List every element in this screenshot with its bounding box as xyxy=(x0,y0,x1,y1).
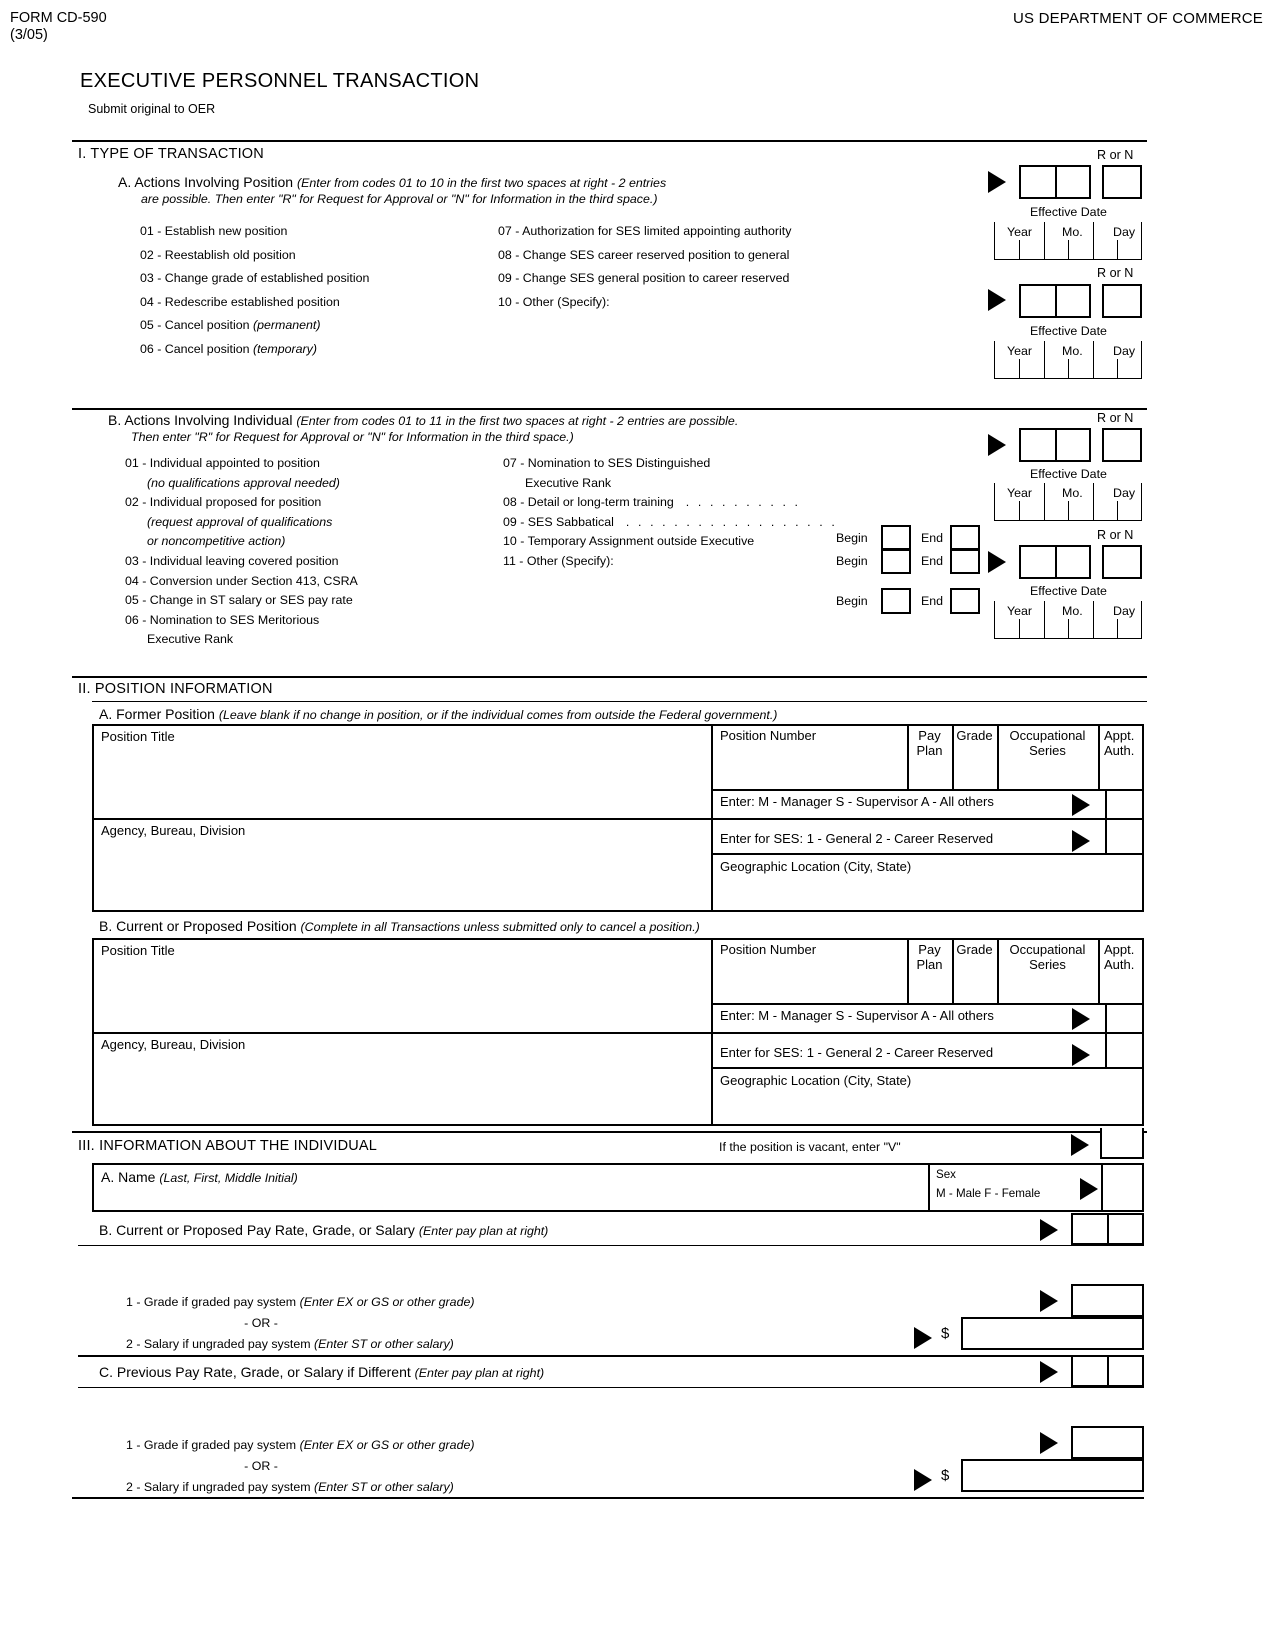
vacant-note: If the position is vacant, enter "V" xyxy=(719,1140,901,1154)
section1a-label xyxy=(118,174,666,190)
code-entry-divider xyxy=(1055,284,1057,318)
section2b-instruction: (Complete in all Transactions unless submitted only to cancel a position.) xyxy=(300,920,700,934)
manager-supervisor-note: Enter: M - Manager S - Supervisor A - All others xyxy=(720,1008,994,1023)
day-label-2: Day xyxy=(1113,344,1136,358)
section3c-instruction: (Enter pay plan at right) xyxy=(414,1366,545,1380)
section3c-label xyxy=(99,1364,544,1380)
section2-top-rule xyxy=(72,676,1147,678)
section3c-rule xyxy=(78,1387,1144,1388)
list-item: 1 - Grade if graded pay system (Enter EX or GS or other grade) xyxy=(126,1438,475,1452)
arrow-icon xyxy=(1071,1134,1089,1156)
section3-heading: III. INFORMATION ABOUT THE INDIVIDUAL xyxy=(78,1138,378,1154)
dollar-sign-3c: $ xyxy=(941,1467,950,1484)
dollar-sign-3b: $ xyxy=(941,1325,950,1342)
form-number-block xyxy=(10,10,107,44)
code-entry-divider xyxy=(1107,1355,1109,1387)
section1-heading: I. TYPE OF TRANSACTION xyxy=(78,146,264,162)
list-item: 10 - Other (Specify): xyxy=(498,294,610,309)
table-col-divider xyxy=(1105,1032,1107,1067)
list-item: 07 - Authorization for SES limited appointing authority xyxy=(498,224,792,238)
section3b-options xyxy=(126,1292,474,1355)
end-box-3[interactable] xyxy=(950,588,980,614)
section1b-instruction-2: Then enter "R" for Request for Approval or "N" for Information in the third space.) xyxy=(131,430,574,444)
table-col-divider xyxy=(1105,789,1107,818)
code-entry-divider xyxy=(1055,545,1057,579)
begin-box-2[interactable] xyxy=(881,549,911,574)
pay-plan-header: Pay Plan xyxy=(916,942,943,972)
arrow-icon xyxy=(1040,1361,1058,1383)
month-label-2: Mo. xyxy=(1062,344,1083,358)
arrow-icon xyxy=(1072,830,1090,852)
list-item: 01 - Individual appointed to position xyxy=(125,456,320,470)
list-item: 06 - Nomination to SES Meritorious xyxy=(125,612,320,627)
arrow-icon xyxy=(988,171,1006,193)
appt-auth-header: Appt. Auth. xyxy=(1104,942,1135,972)
section2b-title: B. Current or Proposed Position xyxy=(99,918,297,934)
effective-date-label-1: Effective Date xyxy=(1030,205,1107,219)
pay-plan-header: Pay Plan xyxy=(916,728,943,758)
table-row-divider xyxy=(711,818,1144,820)
ses-note: Enter for SES: 1 - General 2 - Career Reserved xyxy=(720,831,994,846)
list-item: 01 - Establish new position xyxy=(140,224,288,238)
list-item: 09 - Change SES general position to career reserved xyxy=(498,271,790,285)
section1b-instruction-1: (Enter from codes 01 to 11 in the first two spaces at right - 2 entries are possible. xyxy=(296,414,739,428)
list-item: 03 - Change grade of established position xyxy=(140,271,370,285)
list-item: 07 - Nomination to SES Distinguished xyxy=(503,456,711,470)
section2a-label xyxy=(99,706,777,722)
table-row-divider xyxy=(711,1067,1144,1069)
or-divider: - OR - xyxy=(244,1316,278,1330)
arrow-icon xyxy=(1040,1290,1058,1312)
begin-box-3[interactable] xyxy=(881,588,911,614)
submit-note: Submit original to OER xyxy=(88,102,216,116)
position-title-header: Position Title xyxy=(101,943,175,958)
grade-header: Grade xyxy=(956,728,993,743)
table-col-divider xyxy=(1105,818,1107,853)
table-col-divider xyxy=(928,1163,930,1212)
grade-entry-3b[interactable] xyxy=(1071,1284,1144,1317)
appt-auth-header: Appt. Auth. xyxy=(1104,728,1135,758)
list-item: 2 - Salary if ungraded pay system (Enter ST or other salary) xyxy=(126,1337,454,1351)
occupational-series-header: Occupational Series xyxy=(1009,728,1086,758)
page-title: EXECUTIVE PERSONNEL TRANSACTION xyxy=(80,70,480,92)
section1-top-rule xyxy=(72,140,1147,142)
effective-date-label-3: Effective Date xyxy=(1030,467,1107,481)
r-or-n-box-1b-2[interactable] xyxy=(1102,545,1142,579)
section2-sub-rule xyxy=(92,701,1147,702)
sex-label: Sex xyxy=(936,1168,956,1181)
year-label-2: Year xyxy=(1007,344,1033,358)
section3c-top-rule xyxy=(78,1355,1144,1357)
list-item: (request approval of qualifications xyxy=(147,514,333,529)
section2-heading: II. POSITION INFORMATION xyxy=(78,681,273,697)
list-item: 03 - Individual leaving covered position xyxy=(125,553,339,568)
list-item: 02 - Individual proposed for position xyxy=(125,495,322,510)
section2b-label xyxy=(99,918,700,934)
r-or-n-label-2: R or N xyxy=(1097,266,1134,280)
section3-top-rule xyxy=(72,1131,1147,1133)
end-box-2[interactable] xyxy=(950,549,980,574)
month-label-1: Mo. xyxy=(1062,225,1083,239)
form-bottom-rule xyxy=(72,1497,1144,1499)
section3b-label xyxy=(99,1222,548,1238)
section1b-rule xyxy=(72,408,1147,410)
r-or-n-label-3: R or N xyxy=(1097,411,1134,425)
r-or-n-box-1a-2[interactable] xyxy=(1102,284,1142,318)
list-item: or noncompetitive action) xyxy=(147,534,286,549)
year-label-1: Year xyxy=(1007,225,1033,239)
section1a-title: A. Actions Involving Position xyxy=(118,174,294,190)
arrow-icon xyxy=(1072,1044,1090,1066)
occupational-series-header: Occupational Series xyxy=(1009,942,1086,972)
section3c-title: C. Previous Pay Rate, Grade, or Salary if Different xyxy=(99,1364,411,1380)
section3a-label xyxy=(101,1169,298,1185)
list-item: Executive Rank xyxy=(147,632,234,647)
sex-entry-box[interactable] xyxy=(1101,1163,1144,1212)
salary-entry-3c[interactable] xyxy=(961,1459,1144,1492)
table-col-divider xyxy=(1098,724,1100,789)
section3c-options xyxy=(126,1435,474,1498)
position-number-header: Position Number xyxy=(720,728,817,743)
list-item: 02 - Reestablish old position xyxy=(140,247,296,262)
position-title-header: Position Title xyxy=(101,729,175,744)
list-item: 10 - Temporary Assignment outside Executive xyxy=(503,534,755,549)
list-item: 08 - Change SES career reserved position to general xyxy=(498,247,790,262)
day-label-4: Day xyxy=(1113,604,1136,618)
list-item: 05 - Cancel position (permanent) xyxy=(140,318,321,332)
ses-note: Enter for SES: 1 - General 2 - Career Reserved xyxy=(720,1045,994,1060)
section1a-instruction-2: are possible. Then enter "R" for Request for Approval or "N" for Information in the third space.) xyxy=(141,192,658,206)
end-box-1[interactable] xyxy=(950,525,980,550)
section2a-instruction: (Leave blank if no change in position, or if the individual comes from outside the Federal government.) xyxy=(218,708,778,722)
list-item: 06 - Cancel position (temporary) xyxy=(140,341,317,356)
list-item: 08 - Detail or long-term training . . . . . . . . . . xyxy=(503,495,801,510)
vacant-entry-box[interactable] xyxy=(1100,1128,1144,1159)
position-number-header: Position Number xyxy=(720,942,817,957)
table-row-divider xyxy=(92,1032,711,1034)
arrow-icon xyxy=(1040,1432,1058,1454)
list-item: (no qualifications approval needed) xyxy=(147,475,340,490)
geographic-location-header: Geographic Location (City, State) xyxy=(720,859,912,874)
end-label-3: End xyxy=(921,594,944,608)
table-row-divider xyxy=(711,853,1144,855)
arrow-icon xyxy=(914,1469,932,1491)
end-label-2: End xyxy=(921,554,944,568)
salary-entry-3b[interactable] xyxy=(961,1317,1144,1350)
list-item: 04 - Redescribe established position xyxy=(140,294,340,309)
section3b-instruction: (Enter pay plan at right) xyxy=(418,1224,549,1238)
day-label-1: Day xyxy=(1113,225,1136,239)
list-item: 1 - Grade if graded pay system (Enter EX or GS or other grade) xyxy=(126,1295,475,1309)
section2a-title: A. Former Position xyxy=(99,706,215,722)
arrow-icon xyxy=(1080,1178,1098,1200)
arrow-icon xyxy=(914,1327,932,1349)
list-item: 11 - Other (Specify): xyxy=(503,553,614,568)
year-label-4: Year xyxy=(1007,604,1033,618)
agency-header: Agency, Bureau, Division xyxy=(101,1037,246,1052)
section3b-title: B. Current or Proposed Pay Rate, Grade, or Salary xyxy=(99,1222,415,1238)
begin-box-1[interactable] xyxy=(881,525,911,550)
arrow-icon xyxy=(988,551,1006,573)
arrow-icon xyxy=(1072,794,1090,816)
arrow-icon xyxy=(1040,1219,1058,1241)
r-or-n-box-1b-1[interactable] xyxy=(1102,428,1142,462)
effective-date-label-4: Effective Date xyxy=(1030,584,1107,598)
table-row-divider xyxy=(711,1003,1144,1005)
r-or-n-box-1a-1[interactable] xyxy=(1102,165,1142,199)
end-label-1: End xyxy=(921,531,944,545)
r-or-n-label-4: R or N xyxy=(1097,528,1134,542)
code-entry-divider xyxy=(1107,1213,1109,1245)
list-item: 04 - Conversion under Section 413, CSRA xyxy=(125,573,358,588)
grade-entry-3c[interactable] xyxy=(1071,1426,1144,1459)
section1b-label xyxy=(108,412,738,428)
sex-options: M - Male F - Female xyxy=(936,1187,1041,1200)
arrow-icon xyxy=(988,434,1006,456)
or-divider: - OR - xyxy=(244,1459,278,1473)
arrow-icon xyxy=(988,289,1006,311)
section1a-left-list xyxy=(140,220,369,361)
year-label-3: Year xyxy=(1007,486,1033,500)
list-item: Executive Rank xyxy=(525,475,612,490)
manager-supervisor-note: Enter: M - Manager S - Supervisor A - All others xyxy=(720,794,994,809)
table-row-divider xyxy=(711,1032,1144,1034)
effective-date-label-2: Effective Date xyxy=(1030,324,1107,338)
agency-header: Agency, Bureau, Division xyxy=(101,823,246,838)
arrow-icon xyxy=(1072,1008,1090,1030)
table-col-divider xyxy=(1105,1003,1107,1032)
month-label-3: Mo. xyxy=(1062,486,1083,500)
name-instruction: (Last, First, Middle Initial) xyxy=(159,1171,298,1185)
code-entry-divider xyxy=(1055,428,1057,462)
section1a-instruction-1: (Enter from codes 01 to 10 in the first two spaces at right - 2 entries xyxy=(297,176,667,190)
begin-label-2: Begin xyxy=(836,554,868,568)
day-label-3: Day xyxy=(1113,486,1136,500)
table-col-divider xyxy=(1098,938,1100,1003)
section1a-right-list xyxy=(498,220,791,314)
form-revision: (3/05) xyxy=(10,27,48,43)
list-item: 09 - SES Sabbatical . . . . . . . . . . . . . . . . . . xyxy=(503,514,838,529)
name-label: A. Name xyxy=(101,1169,156,1185)
month-label-4: Mo. xyxy=(1062,604,1083,618)
form-number: FORM CD-590 xyxy=(10,10,107,26)
department-name: US DEPARTMENT OF COMMERCE xyxy=(1012,10,1263,27)
table-row-divider xyxy=(711,789,1144,791)
begin-label-1: Begin xyxy=(836,531,868,545)
begin-label-3: Begin xyxy=(836,594,868,608)
section3b-rule xyxy=(78,1245,1144,1246)
section1b-left-list xyxy=(125,454,358,650)
list-item: 05 - Change in ST salary or SES pay rate xyxy=(125,593,353,608)
code-entry-divider xyxy=(1055,165,1057,199)
section1b-title: B. Actions Involving Individual xyxy=(108,412,293,428)
r-or-n-label-1: R or N xyxy=(1097,148,1134,162)
grade-header: Grade xyxy=(956,942,993,957)
table-row-divider xyxy=(92,818,711,820)
geographic-location-header: Geographic Location (City, State) xyxy=(720,1073,912,1088)
list-item: 2 - Salary if ungraded pay system (Enter ST or other salary) xyxy=(126,1480,454,1494)
section1b-right-list xyxy=(503,454,837,572)
